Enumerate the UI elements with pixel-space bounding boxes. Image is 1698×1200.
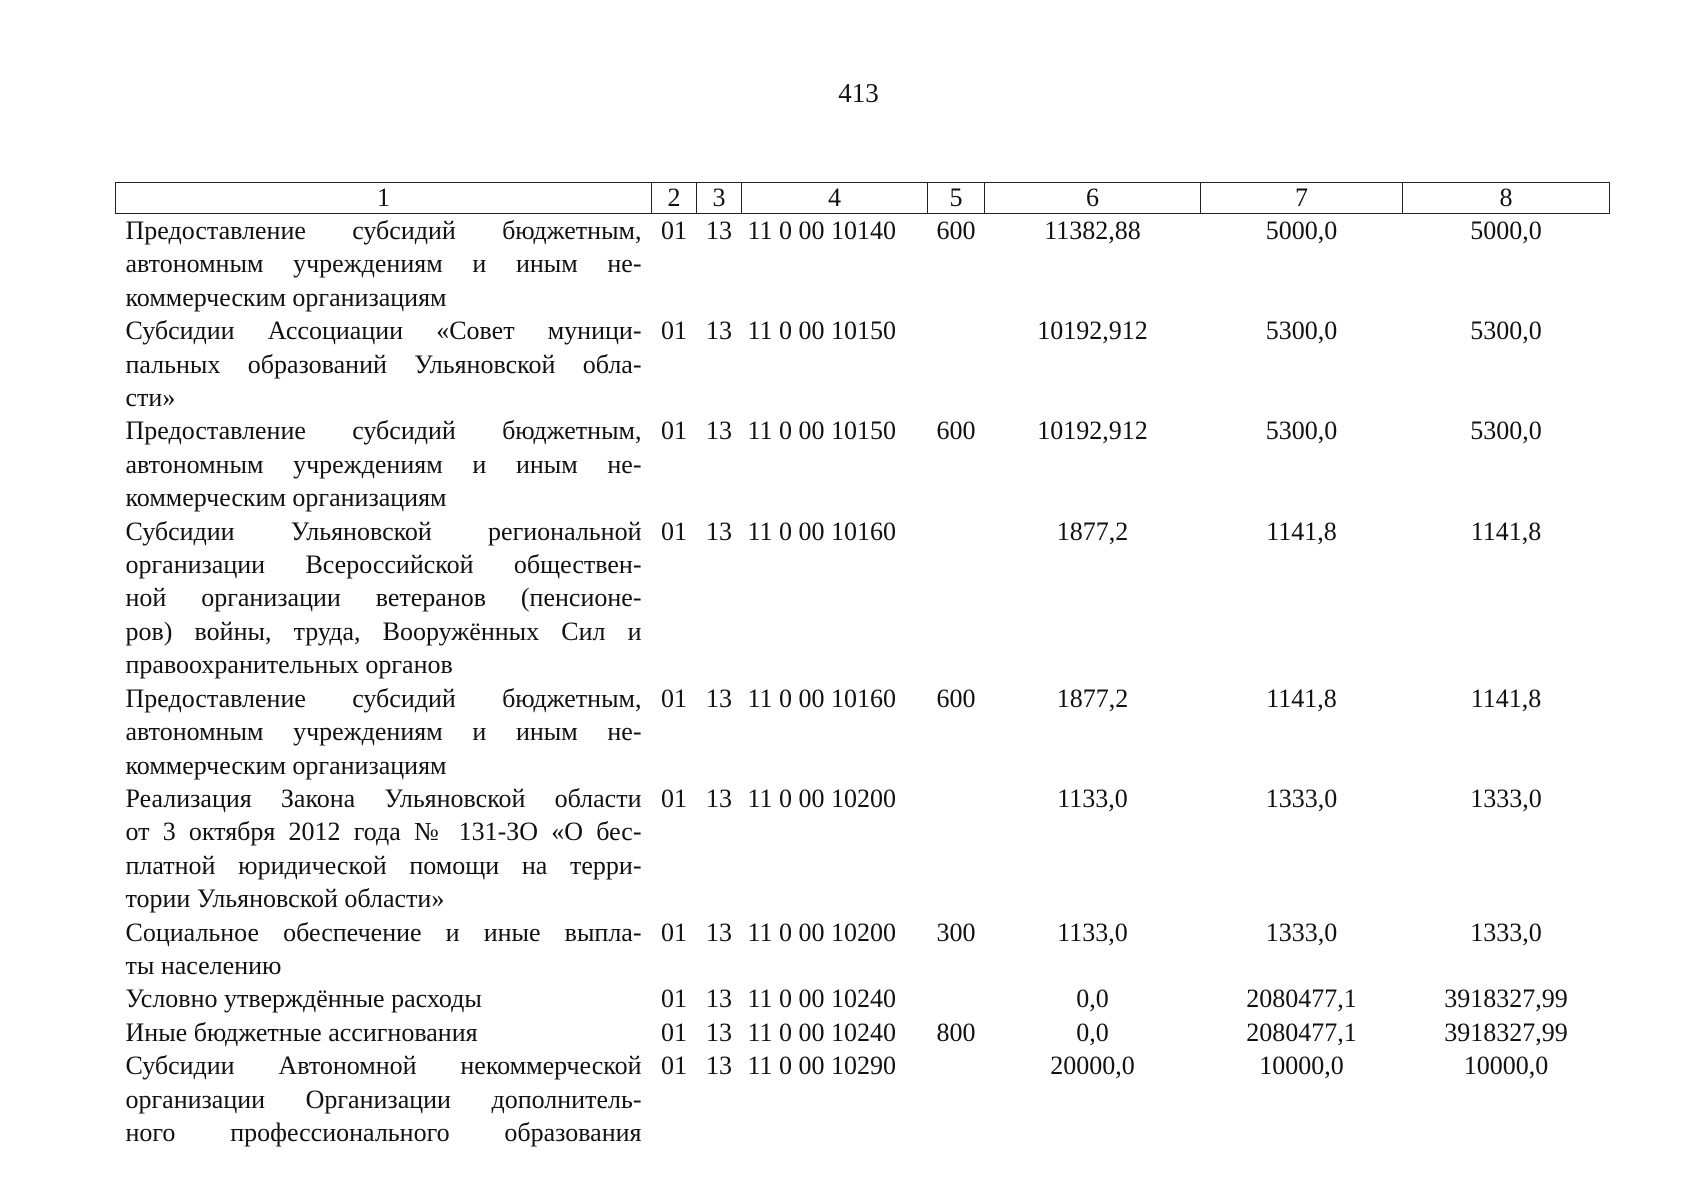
section-code: 01 bbox=[661, 1051, 687, 1081]
amount-col-8: 5300,0 bbox=[1470, 316, 1542, 346]
column-header: 3 bbox=[697, 183, 742, 214]
description-line: коммерческим организациям bbox=[125, 750, 447, 780]
amount-col-7: 10000,0 bbox=[1259, 1051, 1344, 1081]
amount-col-7: 2080477,1 bbox=[1246, 984, 1357, 1014]
section-code: 01 bbox=[661, 984, 687, 1014]
description-line: Предоставление субсидий бюджетным, bbox=[125, 416, 642, 446]
target-article-code: 11 0 00 10150 bbox=[747, 416, 897, 446]
row-description bbox=[116, 515, 652, 682]
row-description bbox=[116, 214, 652, 315]
subsection-code: 13 bbox=[706, 216, 732, 245]
subsection-code: 13 bbox=[706, 1051, 732, 1081]
description-line: Субсидии Ульяновской региональной bbox=[125, 516, 642, 546]
table-row bbox=[116, 782, 1610, 916]
subsection-code: 13 bbox=[706, 1017, 732, 1047]
table-row bbox=[116, 1049, 1610, 1149]
amount-col-7: 2080477,1 bbox=[1246, 1017, 1357, 1047]
section-code: 01 bbox=[661, 416, 687, 446]
target-article-code: 11 0 00 10240 bbox=[747, 984, 897, 1014]
description-line: правоохранительных органов bbox=[125, 650, 453, 680]
description-line: организации Организации дополнитель- bbox=[125, 1084, 642, 1114]
table-row bbox=[116, 682, 1610, 782]
description-line: Субсидии Автономной некоммерческой bbox=[125, 1051, 642, 1081]
amount-col-7: 1141,8 bbox=[1266, 516, 1337, 546]
section-code: 01 bbox=[661, 216, 687, 245]
row-description bbox=[116, 982, 652, 1015]
description-line: автономным учреждениям и иным не- bbox=[125, 717, 642, 747]
row-description bbox=[116, 782, 652, 916]
expense-type-code bbox=[928, 314, 985, 414]
target-article-code: 11 0 00 10140 bbox=[747, 216, 897, 245]
column-header: 2 bbox=[652, 183, 697, 214]
expense-type-code bbox=[928, 782, 985, 916]
description-line: автономным учреждениям и иным не- bbox=[125, 249, 642, 279]
section-code: 01 bbox=[661, 516, 687, 546]
target-article-code: 11 0 00 10150 bbox=[747, 316, 897, 346]
column-header: 1 bbox=[116, 183, 652, 214]
description-line: Условно утверждённые расходы bbox=[125, 984, 482, 1014]
amount-col-6: 0,0 bbox=[1076, 984, 1109, 1014]
amount-col-8: 1141,8 bbox=[1470, 683, 1542, 713]
column-header: 7 bbox=[1201, 183, 1403, 214]
table-row bbox=[116, 414, 1610, 514]
amount-col-7: 1333,0 bbox=[1265, 917, 1338, 947]
description-line: ной организации ветеранов (пенсионе- bbox=[125, 583, 642, 613]
row-description bbox=[116, 682, 652, 782]
amount-col-8: 3918327,99 bbox=[1444, 1017, 1568, 1047]
description-line: автономным учреждениям и иным не- bbox=[125, 449, 642, 479]
amount-col-8: 10000,0 bbox=[1463, 1051, 1549, 1081]
description-line: от 3 октября 2012 года № 131-ЗО «О бес- bbox=[125, 817, 642, 847]
description-line: Социальное обеспечение и иные выпла- bbox=[125, 917, 642, 947]
subsection-code: 13 bbox=[706, 783, 732, 813]
subsection-code: 13 bbox=[706, 516, 732, 546]
description-line: коммерческим организациям bbox=[125, 483, 447, 513]
column-header: 6 bbox=[985, 183, 1201, 214]
amount-col-6: 20000,0 bbox=[1050, 1051, 1135, 1081]
section-code: 01 bbox=[661, 917, 687, 947]
column-header: 8 bbox=[1403, 183, 1610, 214]
row-description bbox=[116, 916, 652, 983]
amount-col-6: 1133,0 bbox=[1057, 783, 1128, 813]
target-article-code: 11 0 00 10240 bbox=[747, 1017, 897, 1047]
expense-type-code: 600 bbox=[936, 216, 976, 245]
description-line: платной юридической помощи на терри- bbox=[125, 850, 642, 880]
expense-type-code: 300 bbox=[936, 917, 976, 947]
budget-table bbox=[115, 182, 1610, 1149]
row-description bbox=[116, 314, 652, 414]
description-line: Реализация Закона Ульяновской области bbox=[125, 783, 642, 813]
table-row bbox=[116, 214, 1610, 315]
expense-type-code bbox=[928, 1049, 985, 1149]
description-line: Иные бюджетные ассигнования bbox=[125, 1017, 478, 1047]
amount-col-7: 1333,0 bbox=[1265, 783, 1338, 813]
section-code: 01 bbox=[661, 783, 687, 813]
amount-col-7: 5000,0 bbox=[1265, 216, 1338, 245]
table-row bbox=[116, 982, 1610, 1015]
table-row bbox=[116, 916, 1610, 983]
table-row bbox=[116, 515, 1610, 682]
target-article-code: 11 0 00 10160 bbox=[747, 683, 897, 713]
description-line: ного профессионального образования bbox=[125, 1117, 642, 1147]
row-description bbox=[116, 414, 652, 514]
amount-col-7: 5300,0 bbox=[1265, 416, 1338, 446]
table-header-row bbox=[116, 183, 1610, 214]
description-line: Предоставление субсидий бюджетным, bbox=[125, 216, 642, 245]
expense-type-code bbox=[928, 982, 985, 1015]
expense-type-code: 600 bbox=[936, 683, 976, 713]
description-line: Предоставление субсидий бюджетным, bbox=[125, 683, 642, 713]
amount-col-6: 10192,912 bbox=[1037, 416, 1148, 446]
expense-type-code: 600 bbox=[936, 416, 976, 446]
amount-col-6: 11382,88 bbox=[1044, 216, 1141, 245]
description-line: организации Всероссийской обществен- bbox=[125, 550, 642, 580]
amount-col-6: 1877,2 bbox=[1056, 683, 1129, 713]
table-row bbox=[116, 314, 1610, 414]
amount-col-7: 5300,0 bbox=[1265, 316, 1338, 346]
amount-col-6: 0,0 bbox=[1076, 1017, 1109, 1047]
table-row bbox=[116, 1016, 1610, 1049]
description-line: ров) войны, труда, Вооружённых Сил и bbox=[125, 616, 642, 646]
subsection-code: 13 bbox=[706, 683, 732, 713]
amount-col-6: 1133,0 bbox=[1057, 917, 1128, 947]
subsection-code: 13 bbox=[706, 416, 732, 446]
target-article-code: 11 0 00 10290 bbox=[747, 1051, 897, 1081]
amount-col-7: 1141,8 bbox=[1266, 683, 1337, 713]
amount-col-8: 1333,0 bbox=[1470, 917, 1542, 947]
target-article-code: 11 0 00 10200 bbox=[747, 917, 897, 947]
amount-col-8: 1141,8 bbox=[1470, 516, 1542, 546]
description-line: Субсидии Ассоциации «Совет муници- bbox=[125, 316, 642, 346]
description-line: сти» bbox=[125, 383, 176, 413]
expense-type-code: 800 bbox=[936, 1017, 976, 1047]
description-line: пальных образований Ульяновской обла- bbox=[125, 349, 642, 379]
target-article-code: 11 0 00 10160 bbox=[747, 516, 897, 546]
amount-col-8: 3918327,99 bbox=[1444, 984, 1568, 1014]
amount-col-8: 1333,0 bbox=[1470, 783, 1542, 813]
section-code: 01 bbox=[661, 683, 687, 713]
row-description bbox=[116, 1016, 652, 1049]
row-description bbox=[116, 1049, 652, 1149]
subsection-code: 13 bbox=[706, 984, 732, 1014]
description-line: ты населению bbox=[125, 950, 282, 980]
description-line: тории Ульяновской области» bbox=[125, 884, 445, 914]
description-line: коммерческим организациям bbox=[125, 282, 447, 312]
target-article-code: 11 0 00 10200 bbox=[747, 783, 897, 813]
amount-col-8: 5000,0 bbox=[1470, 216, 1542, 245]
amount-col-8: 5300,0 bbox=[1470, 416, 1542, 446]
subsection-code: 13 bbox=[706, 316, 732, 346]
expense-type-code bbox=[928, 515, 985, 682]
amount-col-6: 10192,912 bbox=[1037, 316, 1148, 346]
page-number: 413 bbox=[838, 78, 879, 108]
column-header: 4 bbox=[742, 183, 928, 214]
section-code: 01 bbox=[661, 316, 687, 346]
section-code: 01 bbox=[661, 1017, 687, 1047]
column-header: 5 bbox=[928, 183, 985, 214]
table-body bbox=[116, 214, 1610, 1150]
amount-col-6: 1877,2 bbox=[1056, 516, 1129, 546]
subsection-code: 13 bbox=[706, 917, 732, 947]
